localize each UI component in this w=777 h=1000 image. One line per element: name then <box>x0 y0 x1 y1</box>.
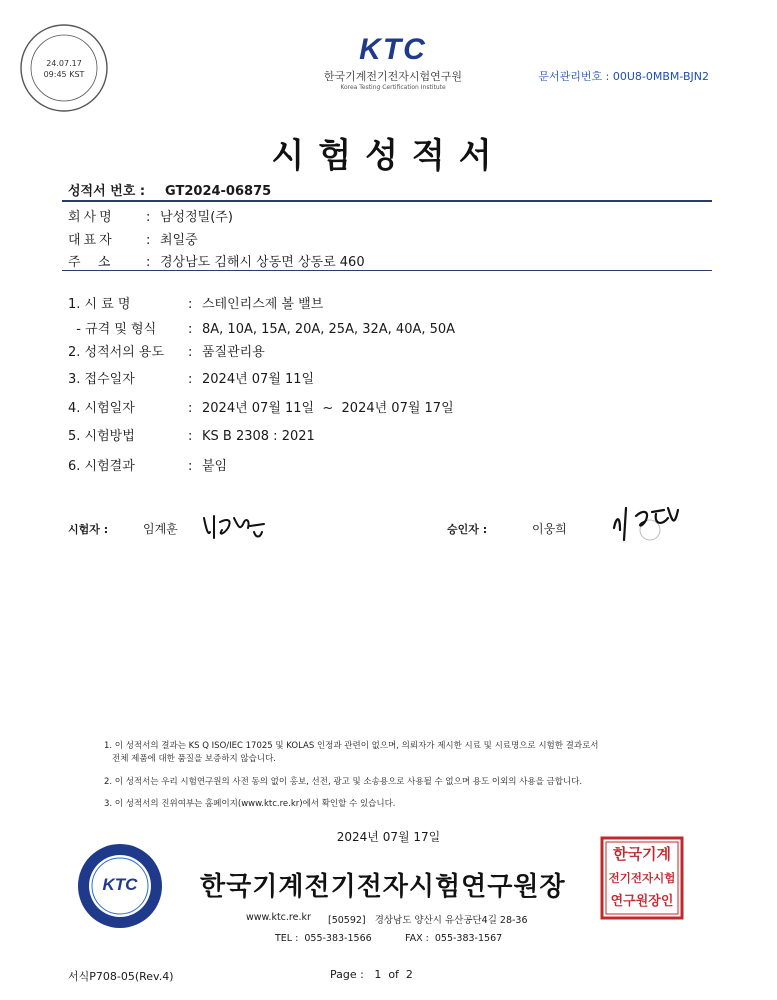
note-1-cont: 전체 제품에 대한 품질을 보증하지 않습니다. <box>112 754 277 764</box>
divider <box>62 270 712 271</box>
tel: TEL : 055-383-1566 <box>275 933 372 944</box>
institute-name-kr: 한국기계전기전자시험연구원 <box>323 70 463 83</box>
test-method-row: 5. 시험방법 : KS B 2308 : 2021 <box>68 425 315 444</box>
issue-date: 2024년 07월 17일 <box>336 830 441 844</box>
approver-name: 이웅희 <box>532 522 567 536</box>
purpose-row: 2. 성적서의 용도 : 품질관리용 <box>68 341 265 360</box>
item-label: - 규격 및 형식 <box>68 322 157 337</box>
company-row: 회사명 : 남성정밀(주) <box>68 206 233 225</box>
doc-mgmt-label: 문서관리번호 : <box>538 70 610 83</box>
divider <box>62 200 712 202</box>
note-1: 1. 이 성적서의 결과는 KS Q ISO/IEC 17025 및 KOLAS 인정과 관련이 없으며, 의뢰자가 제시한 시료 및 시료명으로 시험한 결과로서 <box>104 741 599 751</box>
timestamp-stamp <box>18 22 110 114</box>
item-value: 붙임 <box>202 459 228 474</box>
seal-line-1: 한국기계 <box>613 845 671 863</box>
approver-signature-icon <box>606 500 686 544</box>
note-2: 2. 이 성적서는 우리 시험연구원의 사전 동의 없이 홍보, 선전, 광고 및 소송용으로 사용될 수 없으며 용도 이외의 사용을 금합니다. <box>104 777 583 787</box>
seal-line-2: 전기전자시험 <box>608 871 676 885</box>
item-value: 품질관리용 <box>202 345 265 360</box>
doc-mgmt-value: 00U8-0MBM-BJN2 <box>612 70 709 83</box>
address-label: 주 소 <box>68 255 114 270</box>
spec-row: - 규격 및 형식 : 8A, 10A, 15A, 20A, 25A, 32A, 40A, 50A <box>68 318 455 337</box>
item-value: KS B 2308 : 2021 <box>202 429 315 444</box>
institute-name-en: Korea Testing Certification Institute <box>340 84 446 91</box>
website: www.ktc.re.kr <box>246 912 311 923</box>
receipt-date-row: 3. 접수일자 : 2024년 07월 11일 <box>68 368 314 387</box>
tester-label: 시험자 : <box>68 523 109 536</box>
sample-name-row: 1. 시 료 명 : 스테인리스제 볼 밸브 <box>68 293 323 312</box>
address-value: 경상남도 김해시 상동면 상동로 460 <box>160 255 365 270</box>
item-label: 5. 시험방법 <box>68 429 135 444</box>
ktc-certificate-logo-icon <box>76 842 164 930</box>
cert-no-label: 성적서 번호 : <box>68 184 146 199</box>
item-label: 1. 시 료 명 <box>68 297 131 312</box>
ktc-logo-text: KTC <box>359 33 427 66</box>
stamp-time: 09:45 KST <box>43 70 85 79</box>
fax: FAX : 055-383-1567 <box>405 933 503 944</box>
organization-name: 한국기계전기전자시험연구원장 <box>200 872 566 902</box>
ktc-header-logo <box>318 34 468 104</box>
item-label: 2. 성적서의 용도 <box>68 345 165 360</box>
item-value: 2024년 07월 11일 ~ 2024년 07월 17일 <box>202 401 454 416</box>
item-label: 3. 접수일자 <box>68 372 135 387</box>
item-value: 스테인리스제 볼 밸브 <box>202 297 324 312</box>
item-label: 4. 시험일자 <box>68 401 135 416</box>
representative-label: 대표자 <box>68 233 115 248</box>
page-number: Page : 1 of 2 <box>330 968 413 981</box>
representative-row: 대표자 : 최일중 <box>68 229 198 248</box>
tester-signature-icon <box>198 508 268 544</box>
representative-value: 최일중 <box>160 233 198 248</box>
stamp-date: 24.07.17 <box>46 59 82 68</box>
company-label: 회사명 <box>68 210 115 225</box>
company-value: 남성정밀(주) <box>160 210 233 225</box>
cert-no-value: GT2024-06875 <box>165 184 272 199</box>
test-date-row: 4. 시험일자 : 2024년 07월 11일 ~ 2024년 07월 17일 <box>68 397 454 416</box>
page-title: 시험성적서 <box>271 136 506 176</box>
tester-name: 임계훈 <box>143 522 178 536</box>
item-label: 6. 시험결과 <box>68 459 135 474</box>
seal-line-3: 연구원장인 <box>610 894 674 909</box>
approver-label: 승인자 : <box>447 523 488 536</box>
address-row: 주 소 : 경상남도 김해시 상동면 상동로 460 <box>68 251 365 270</box>
address: [50592] 경상남도 양산시 유산공단4길 28-36 <box>328 915 528 926</box>
item-value: 2024년 07월 11일 <box>202 372 315 387</box>
certificate-number <box>68 180 271 199</box>
note-3: 3. 이 성적서의 진위여부는 홈페이지(www.ktc.re.kr)에서 확인할 수 있습니다. <box>104 799 396 809</box>
cert-logo-text: KTC <box>102 875 138 894</box>
doc-management-number <box>538 68 709 84</box>
test-result-row: 6. 시험결과 : 붙임 <box>68 455 227 474</box>
red-seal-text <box>604 842 680 914</box>
item-value: 8A, 10A, 15A, 20A, 25A, 32A, 40A, 50A <box>202 322 456 337</box>
form-number: 서식P708-05(Rev.4) <box>68 970 174 983</box>
